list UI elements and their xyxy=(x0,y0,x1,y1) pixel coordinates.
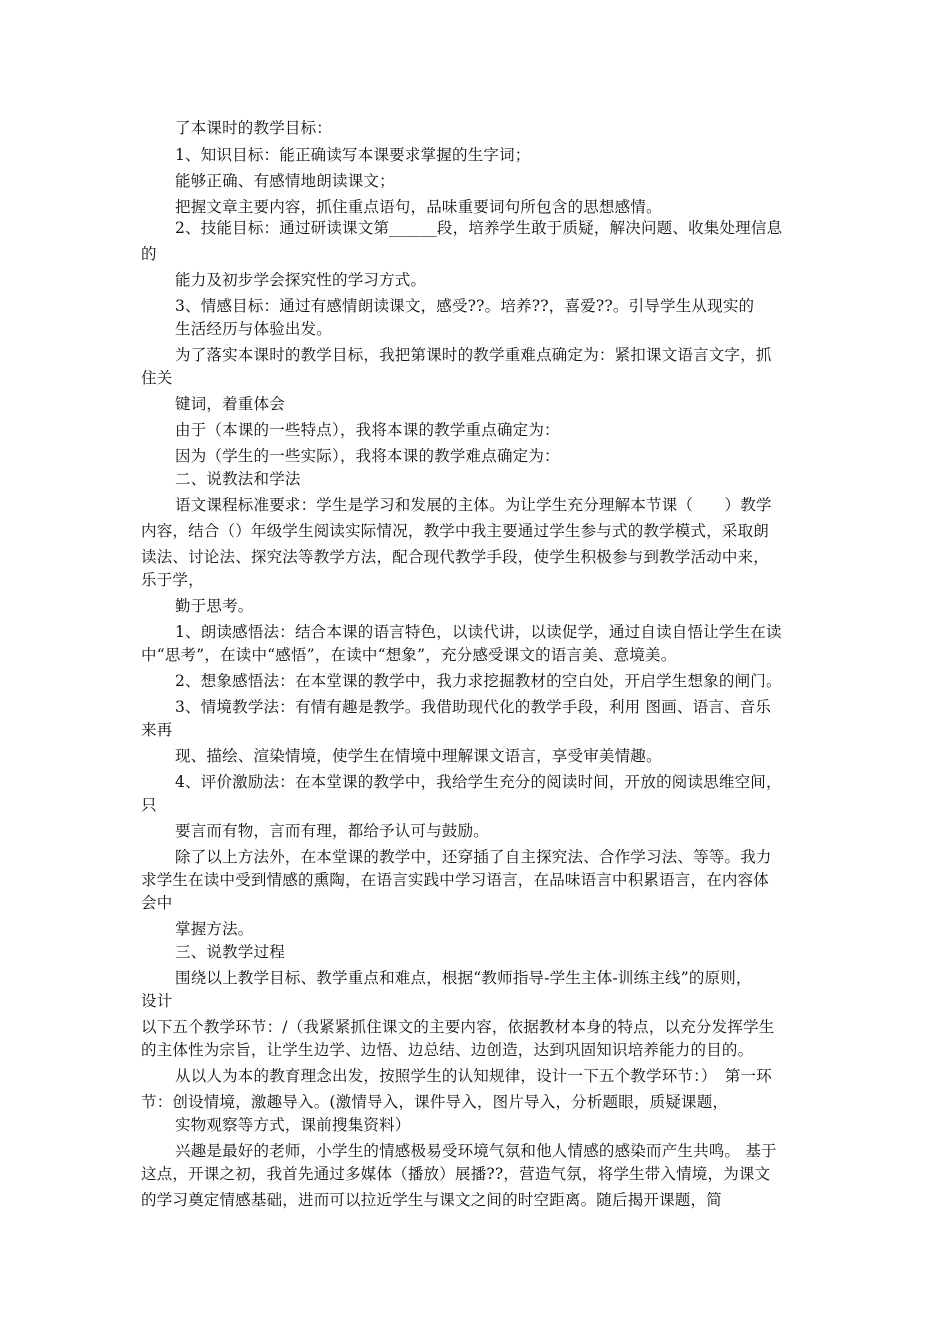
text-line: 了本课时的教学目标： xyxy=(175,119,333,137)
text-line: 因为（学生的一些实际），我将本课的教学难点确定为： xyxy=(175,447,560,465)
text-line: 要言而有物，言而有理，都给予认可与鼓励。 xyxy=(175,822,490,840)
text-line: 现、描绘、渲染情境，使学生在情境中理解课文语言，享受审美情趣。 xyxy=(175,747,662,765)
text-line: 能够正确、有感情地朗读课文； xyxy=(175,172,395,190)
text-line: 键词，着重体会 xyxy=(175,395,285,413)
text-line: 2、想象感悟法：在本堂课的教学中，我力求挖掘教材的空白处，开启学生想象的闸门。 xyxy=(175,672,782,690)
text-line: 把握文章主要内容，抓住重点语句，品味重要词句所包含的思想感情。 xyxy=(175,198,662,216)
text-line: 实物观察等方式，课前搜集资料） xyxy=(175,1116,411,1134)
text-line: 住关 xyxy=(141,369,173,387)
text-line: 求学生在读中受到情感的熏陶，在语言实践中学习语言，在品味语言中积累语言，在内容体 xyxy=(141,871,770,889)
text-line: 以下五个教学环节：/（我紧紧抓住课文的主要内容，依据教材本身的特点，以充分发挥学生 xyxy=(141,1018,775,1036)
section-heading: 三、说教学过程 xyxy=(175,943,285,961)
text-line: 从以人为本的教育理念出发，按照学生的认知规律，设计一下五个教学环节：） 第一环 xyxy=(175,1067,772,1085)
text-line: 4、评价激励法：在本堂课的教学中，我给学生充分的阅读时间，开放的阅读思维空间， xyxy=(175,773,782,791)
text-line: 来再 xyxy=(141,721,173,739)
text-line: 的主体性为宗旨，让学生边学、边悟、边总结、边创造，达到巩固知识培养能力的目的。 xyxy=(141,1041,754,1059)
text-line: 为了落实本课时的教学目标，我把第课时的教学重难点确定为：紧扣课文语言文字，抓 xyxy=(175,346,772,364)
text-line: 这点，开课之初，我首先通过多媒体（播放）展播??，营造气氛，将学生带入情境，为课文 xyxy=(141,1165,771,1183)
text-line: 只 xyxy=(141,796,157,814)
text-line: 设计 xyxy=(141,992,173,1010)
text-line: 由于（本课的一些特点），我将本课的教学重点确定为： xyxy=(175,421,560,439)
text-line: 1、知识目标：能正确读写本课要求掌握的生字词； xyxy=(175,146,531,164)
text-line: 内容，结合（）年级学生阅读实际情况，教学中我主要通过学生参与式的教学模式，采取朗 xyxy=(141,522,770,540)
text-line: 围绕以上教学目标、教学重点和难点，根据“教师指导-学生主体-训练主线”的原则， xyxy=(175,969,752,987)
text-line: 语文课程标准要求：学生是学习和发展的主体。为让学生充分理解本节课（ ）教学 xyxy=(175,496,772,514)
text-line: 的 xyxy=(141,245,157,263)
text-line: 掌握方法。 xyxy=(175,920,254,938)
text-line: 勤于思考。 xyxy=(175,597,254,615)
text-line: 生活经历与体验出发。 xyxy=(175,320,333,338)
text-line: 兴趣是最好的老师，小学生的情感极易受环境气氛和他人情感的感染而产生共鸣。 基于 xyxy=(175,1142,777,1160)
section-heading: 二、说教法和学法 xyxy=(175,470,301,488)
text-line: 能力及初步学会探究性的学习方式。 xyxy=(175,271,427,289)
text-line: 3、情境教学法：有情有趣是教学。我借助现代化的教学手段，利用 图画、语言、音乐 xyxy=(175,698,772,716)
text-line: 会中 xyxy=(141,894,173,912)
text-line: 乐于学， xyxy=(141,571,204,589)
text-line: 除了以上方法外，在本堂课的教学中，还穿插了自主探究法、合作学习法、等等。我力 xyxy=(175,848,772,866)
text-line: 读法、讨论法、探究法等教学方法，配合现代教学手段，使学生积极参与到教学活动中来， xyxy=(141,548,770,566)
text-line: 的学习奠定情感基础，进而可以拉近学生与课文之间的时空距离。随后揭开课题，简 xyxy=(141,1191,722,1209)
text-line: 节：创设情境，激趣导入。(激情导入，课件导入，图片导入，分析题眼，质疑课题， xyxy=(141,1093,729,1111)
text-line: 3、情感目标：通过有感情朗读课文，感受??。培养??，喜爱??。引导学生从现实的 xyxy=(175,297,755,315)
text-line: 中“思考”，在读中“感悟”，在读中“想象”，充分感受课文的语言美、意境美。 xyxy=(141,646,677,664)
text-line: 1、朗读感悟法：结合本课的语言特色，以读代讲，以读促学，通过自读自悟让学生在读 xyxy=(175,623,782,641)
text-line: 2、技能目标：通过研读课文第______段，培养学生敢于质疑，解决问题、收集处理信息 xyxy=(175,219,783,237)
